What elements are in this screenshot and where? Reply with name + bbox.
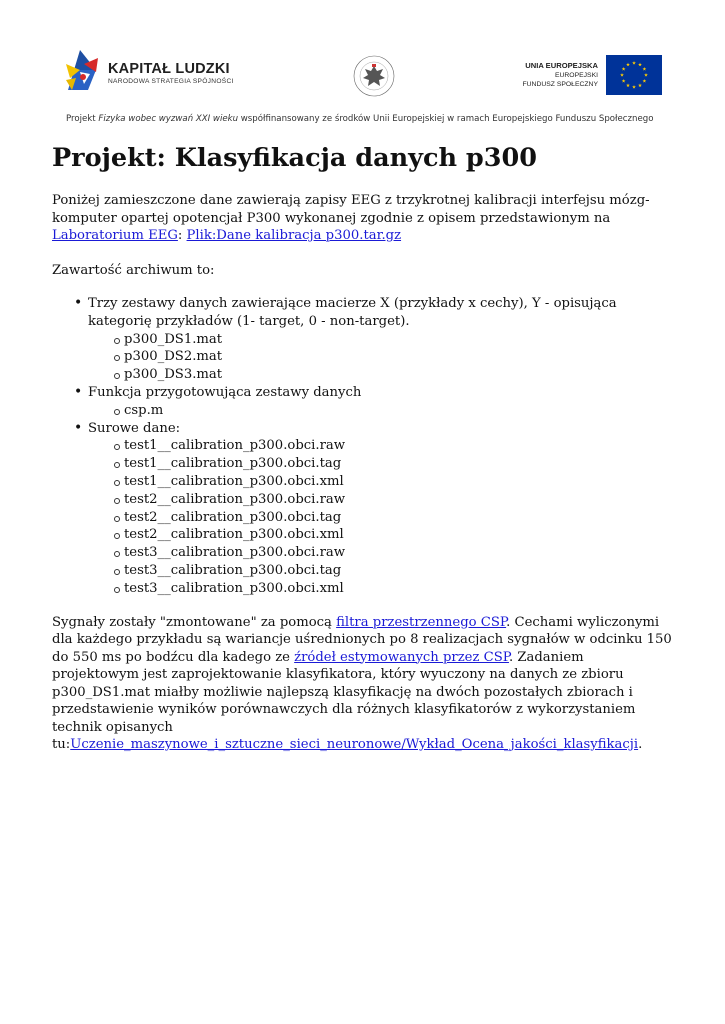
kapital-ludzki-logo [66, 50, 236, 98]
laboratorium-eeg-link[interactable]: Laboratorium EEG [52, 228, 178, 243]
csp-sources-link[interactable]: źródeł estymowanych przez CSP [294, 649, 509, 665]
list-item-text: Funkcja przygotowująca zestawy danych [88, 384, 362, 400]
sub-list-item: test1__calibration_p300.obci.tag [88, 455, 672, 473]
sub-list [88, 437, 672, 597]
classification-quality-link[interactable]: Uczenie_maszynowe_i_sztuczne_sieci_neuronowe/Wykład_Ocena_jakości_klasyfikacji [70, 737, 639, 753]
csp-filter-link[interactable]: filtra przestrzennego CSP [336, 614, 507, 630]
list-item [52, 420, 672, 598]
unia-europejska-logo [510, 55, 662, 97]
summary-text-2: . Cechami wyliczonymi dla każdego przykładu są wariancje uśrednionych po 8 realizacjach sygnałów w odcinku 150 do 550 ms po bodźcu dla kadego ze [52, 614, 672, 665]
university-warsaw-emblem-icon [352, 54, 396, 98]
eu-flag-icon [606, 55, 662, 95]
intro-separator: : [177, 228, 187, 243]
archive-contents-label: Zawartość archiwum to: [52, 262, 215, 278]
intro-paragraph [52, 192, 672, 245]
dane-kalibracja-file-link[interactable]: Plik:Dane kalibracja p300.tar.gz [186, 228, 402, 243]
intro-text: Poniżej zamieszczone dane zawierają zapisy EEG z trzykrotnej kalibracji interfejsu mózg-komputer opartej opotencjał P300 wykonanej zgodnie z opisem przedstawionym na [52, 193, 650, 226]
sub-list-item: test1__calibration_p300.obci.xml [88, 473, 672, 491]
sub-list-item: test2__calibration_p300.obci.xml [88, 526, 672, 544]
ue-title: UNIA EUROPEJSKA [525, 61, 598, 70]
kapital-ludzki-title: KAPITAŁ LUDZKI [108, 61, 230, 77]
sub-list-item: p300_DS1.mat [88, 331, 672, 349]
summary-text-3: . Zadaniem projektowym jest zaprojektowanie klasyfikatora, który wyuczony na danych ze zbioru p300_DS1.mat miałby możliwie najlepszą klasyfikację na dwóch pozostałych zbiorach i przedstawienie wyników porównawczych dla różnych klasyfikatorów z wykorzystaniem technik opisanych tu: [52, 649, 636, 753]
page-title: Projekt: Klasyfikacja danych p300 [52, 143, 537, 173]
sub-list-item: p300_DS2.mat [88, 348, 672, 366]
list-item [52, 295, 672, 384]
summary-text-1: Sygnały zostały "zmontowane" za pomocą [52, 614, 337, 630]
list-item-text: Trzy zestawy danych zawierające macierze X (przykłady x cechy), Y - opisująca kategorię przykładów (1- target, 0 - non-target). [88, 296, 617, 329]
sub-list-item: p300_DS3.mat [88, 366, 672, 384]
kapital-ludzki-mark-icon [66, 50, 102, 96]
page-header [0, 0, 725, 130]
kapital-ludzki-subtitle: NARODOWA STRATEGIA SPÓJNOŚCI [108, 78, 234, 85]
sub-list-item: test2__calibration_p300.obci.raw [88, 491, 672, 509]
sub-list-item: csp.m [88, 402, 672, 420]
ue-subtitle-2: FUNDUSZ SPOŁECZNY [522, 81, 598, 88]
sub-list-item: test1__calibration_p300.obci.raw [88, 437, 672, 455]
ue-text-block [510, 61, 598, 89]
list-item [52, 384, 672, 420]
project-prefix: Projekt [66, 114, 99, 124]
list-item-text: Surowe dane: [88, 420, 181, 436]
main-content [52, 140, 672, 754]
sub-list [88, 402, 672, 420]
ue-subtitle-1: EUROPEJSKI [554, 72, 598, 79]
summary-text-4: . [638, 737, 643, 753]
sub-list-item: test2__calibration_p300.obci.tag [88, 509, 672, 527]
project-funding-line [66, 114, 666, 124]
project-name: Fizyka wobec wyzwań XXI wieku [98, 114, 239, 124]
sub-list [88, 331, 672, 384]
sub-list-item: test3__calibration_p300.obci.xml [88, 580, 672, 598]
kapital-ludzki-text [108, 62, 234, 86]
sub-list-item: test3__calibration_p300.obci.raw [88, 544, 672, 562]
summary-paragraph [52, 614, 672, 754]
sub-list-item: test3__calibration_p300.obci.tag [88, 562, 672, 580]
archive-contents-list [52, 295, 672, 598]
project-suffix: współfinansowany ze środków Unii Europejskiej w ramach Europejskiego Funduszu Społecznego [238, 114, 654, 124]
